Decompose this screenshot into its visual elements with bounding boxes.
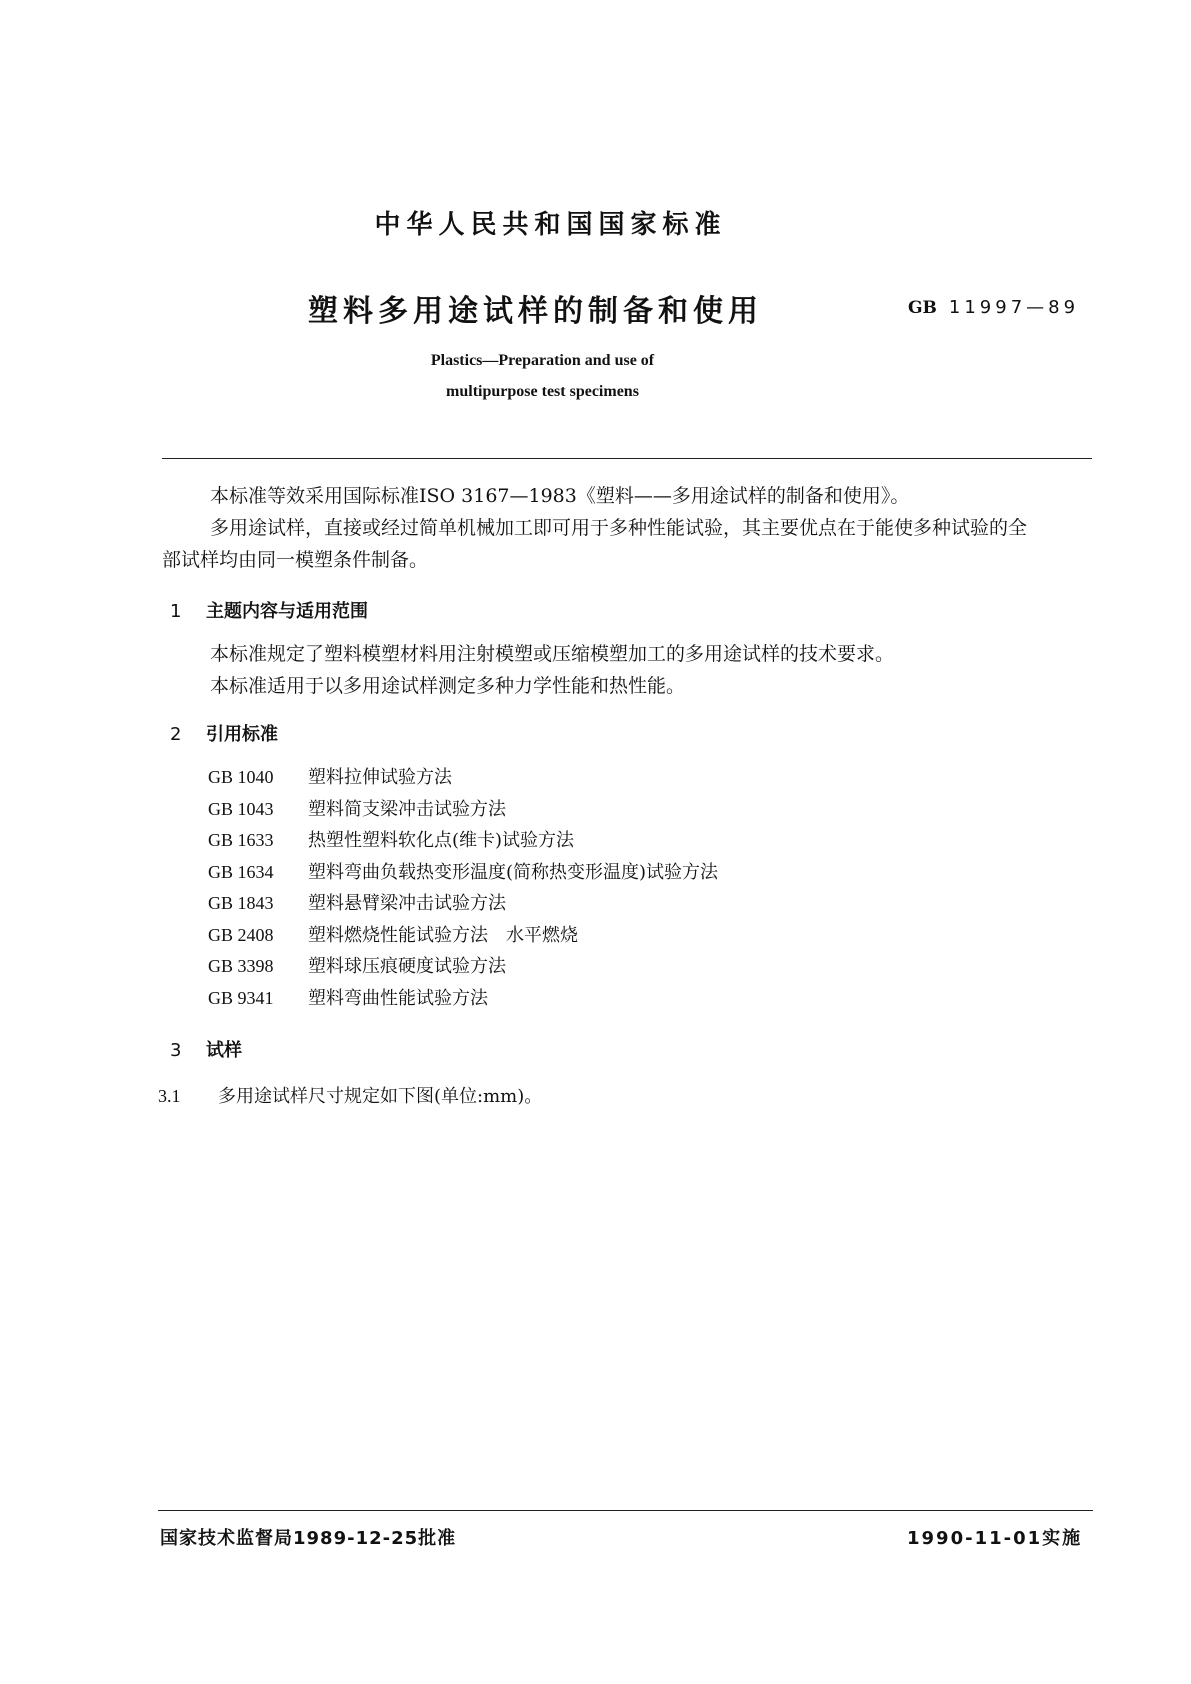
section-1-paragraph-2: 本标准适用于以多用途试样测定多种力学性能和热性能。	[210, 675, 686, 697]
standard-code-prefix: GB	[908, 298, 937, 318]
intro-paragraph-2-line2: 部试样均由同一模塑条件制备。	[162, 549, 429, 571]
standard-title-cn: 塑料多用途试样的制备和使用	[308, 294, 763, 329]
section-1-number: 1	[170, 601, 182, 622]
list-item	[208, 763, 718, 795]
effective-date: 1990-11-01实施	[907, 1528, 1083, 1549]
list-item	[208, 826, 718, 858]
ref-code: GB 1040	[208, 767, 274, 787]
referenced-standards-list	[208, 763, 718, 1015]
standard-title-en-line2: multipurpose test specimens	[446, 383, 639, 400]
national-standard-heading: 中华人民共和国国家标准	[374, 210, 727, 240]
intro-paragraph-1: 本标准等效采用国际标准ISO 3167—1983《塑料——多用途试样的制备和使用》。	[210, 485, 910, 507]
ref-code: GB 1043	[208, 798, 274, 819]
subsection-3-1	[158, 1082, 542, 1108]
list-item	[208, 795, 718, 827]
list-item	[208, 889, 718, 921]
approval-date: 国家技术监督局1989-12-25批准	[160, 1528, 457, 1549]
section-1-paragraph-1: 本标准规定了塑料模塑材料用注射模塑或压缩模塑加工的多用途试样的技术要求。	[210, 643, 895, 665]
subsection-3-1-text: 多用途试样尺寸规定如下图(单位:mm)。	[218, 1086, 543, 1107]
ref-title: 塑料拉伸试验方法	[308, 767, 452, 788]
header-divider	[162, 458, 1092, 459]
standard-title-en-line1: Plastics—Preparation and use of	[430, 352, 655, 369]
footer-divider	[158, 1510, 1093, 1511]
ref-code: GB 1843	[208, 893, 274, 913]
list-item	[208, 921, 718, 953]
subsection-3-1-number: 3.1	[158, 1086, 181, 1106]
ref-code: GB 9341	[208, 987, 274, 1008]
list-item	[208, 952, 718, 984]
standard-code-number: 11997—89	[948, 297, 1080, 318]
section-3-title: 试样	[206, 1040, 242, 1061]
ref-code: GB 2408	[208, 924, 274, 945]
ref-title: 塑料悬臂梁冲击试验方法	[308, 893, 506, 914]
section-1-title: 主题内容与适用范围	[206, 601, 368, 622]
ref-title: 塑料简支梁冲击试验方法	[308, 798, 506, 820]
ref-title: 塑料球压痕硬度试验方法	[308, 956, 506, 977]
section-3-number: 3	[170, 1040, 182, 1061]
section-2-heading	[170, 720, 278, 746]
ref-code: GB 1634	[208, 861, 274, 882]
ref-code: GB 1633	[208, 830, 274, 850]
section-3-heading	[170, 1036, 242, 1062]
section-2-title: 引用标准	[206, 724, 278, 745]
section-2-number: 2	[170, 724, 182, 745]
ref-title: 塑料燃烧性能试验方法 水平燃烧	[308, 924, 578, 946]
ref-title: 塑料弯曲负载热变形温度(简称热变形温度)试验方法	[308, 861, 719, 883]
ref-code: GB 3398	[208, 956, 274, 976]
list-item	[208, 858, 718, 890]
ref-title: 塑料弯曲性能试验方法	[308, 987, 488, 1009]
ref-title: 热塑性塑料软化点(维卡)试验方法	[308, 830, 575, 851]
intro-paragraph-2-line1: 多用途试样，直接或经过简单机械加工即可用于多种性能试验，其主要优点在于能使多种试验的全	[210, 517, 1028, 539]
section-1-heading	[170, 597, 368, 623]
list-item	[208, 984, 718, 1016]
standard-code	[908, 297, 1079, 318]
